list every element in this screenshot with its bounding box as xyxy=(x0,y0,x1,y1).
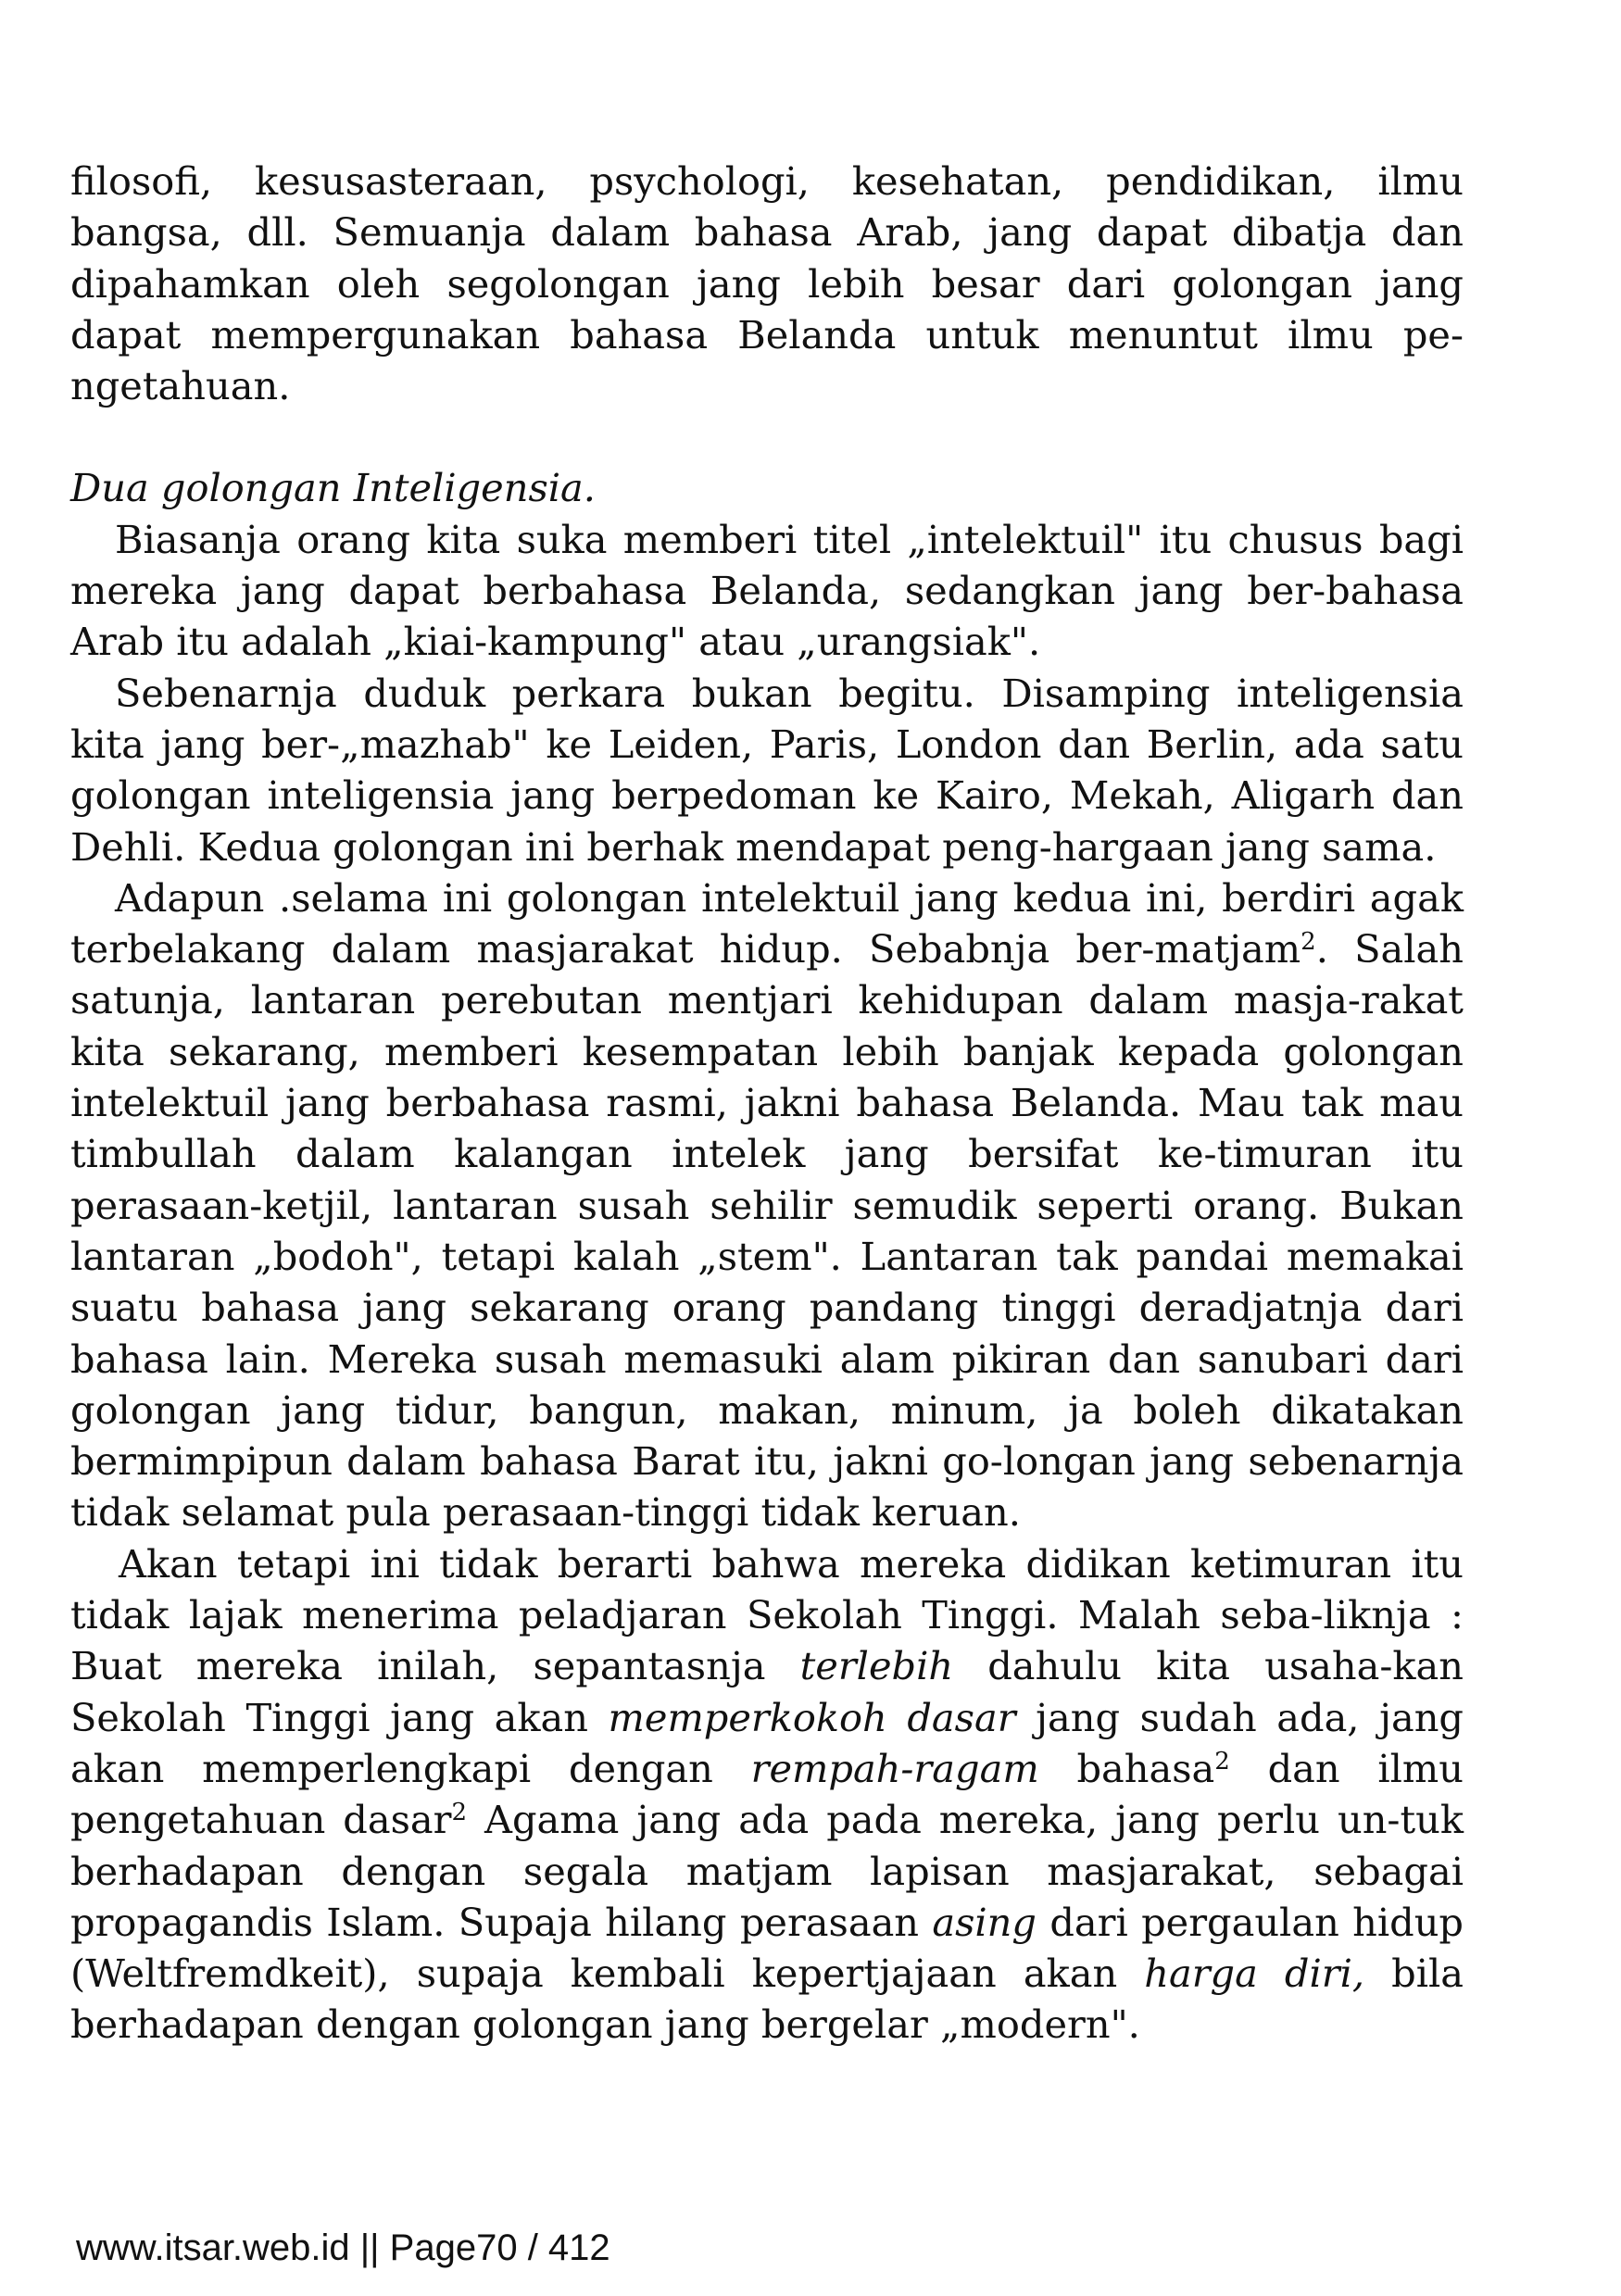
italic-term: rempah-ragam xyxy=(750,1745,1039,1791)
page-body xyxy=(70,156,1464,2051)
paragraph-4-text: jang sudah ada, jang akan memperlengkapi dengan xyxy=(70,1694,1464,1791)
paragraph-3 xyxy=(70,872,1464,1538)
italic-term: memperkokoh dasar xyxy=(608,1694,1016,1740)
paragraph-2: Sebenarnja duduk perkara bukan begitu. Disamping inteligensia kita jang ber-„mazhab" ke Leiden, Paris, London dan Berlin, ada satu golongan inteligensia jang berpedoman ke Kairo, Mekah, Aligarh dan Dehli. Kedua golongan ini berhak mendapat peng-hargaan jang sama. xyxy=(70,670,1464,870)
intro-paragraph: filosofi, kesusasteraan, psychologi, kesehatan, pendidikan, ilmu bangsa, dll. Semuanja dalam bahasa Arab, jang dapat dibatja dan dipahamkan oleh segolongan jang lebih besar dari golongan jang dapat mempergunakan bahasa Belanda untuk menuntut ilmu pe-ngetahuan. xyxy=(70,158,1464,409)
paragraph-1: Biasanja orang kita suka memberi titel „intelektuil" itu chusus bagi mereka jang dapat berbahasa Belanda, sedangkan jang ber-bahasa Arab itu adalah „kiai-kampung" atau „urangsiak". xyxy=(70,516,1464,665)
page-footer: www.itsar.web.id || Page70 / 412 xyxy=(76,2227,610,2268)
paragraph-3-text-a: Adapun .selama ini golongan intelektuil jang kedua ini, berdiri agak terbelakang dalam masjarakat hidup. Sebabnja ber-matjam xyxy=(70,874,1464,972)
paragraph-4-text: bila berhadapan dengan golongan jang bergelar „modern". xyxy=(70,1951,1464,2048)
paragraph-4-text: Agama jang ada pada mereka, jang perlu un-tuk berhadapan dengan segala matjam lapisan masjarakat, sebagai propagandis Islam. Supaja hilang perasaan xyxy=(70,1797,1464,1945)
italic-term: terlebih xyxy=(799,1643,954,1689)
paragraph-4-text: Akan tetapi ini tidak berarti bahwa mereka didikan ketimuran itu tidak lajak menerima peladjaran Sekolah Tinggi. Malah seba-liknja : Buat mereka inilah, sepantasnja xyxy=(70,1540,1464,1689)
superscript-marker: 2 xyxy=(1214,1747,1230,1775)
paragraph-4 xyxy=(70,1538,1464,2051)
section-heading: Dua golongan Inteligensia. xyxy=(70,465,596,511)
superscript-marker: 2 xyxy=(451,1799,468,1827)
italic-term: harga diri, xyxy=(1144,1951,1365,1997)
paragraph-4-text: dan ilmu pengetahuan dasar xyxy=(70,1745,1464,1843)
superscript-marker: 2 xyxy=(1301,928,1316,957)
paragraph-4-text: dahulu kita usaha-kan Sekolah Tinggi jang akan xyxy=(70,1643,1464,1740)
paragraph-4-text: bahasa xyxy=(1038,1745,1215,1791)
italic-term: asing xyxy=(932,1899,1037,1945)
paragraph-4-text: dari pergaulan hidup (Weltfremdkeit), supaja kembali kepertjajaan akan xyxy=(70,1899,1464,1997)
paragraph-3-text-b: . Salah satunja, lantaran perebutan mentjari kehidupan dalam masja-rakat kita sekarang, memberi kesempatan lebih banjak kepada golongan intelektuil jang berbahasa rasmi, jakni bahasa Belanda. Mau tak mau timbullah dalam kalangan intelek jang bersifat ke-timuran itu perasaan-ketjil, lantaran susah sehilir semudik seperti orang. Bukan lantaran „bodoh", tetapi kalah „stem". Lantaran tak pandai memakai suatu bahasa jang sekarang orang pandang tinggi deradjatnja dari bahasa lain. Mereka susah memasuki alam pikiran dan sanubari dari golongan jang tidur, bangun, makan, minum, ja boleh dikatakan bermimpipun dalam bahasa Barat itu, jakni go-longan jang sebenarnja tidak selamat pula perasaan-tinggi tidak keruan. xyxy=(70,926,1464,1536)
